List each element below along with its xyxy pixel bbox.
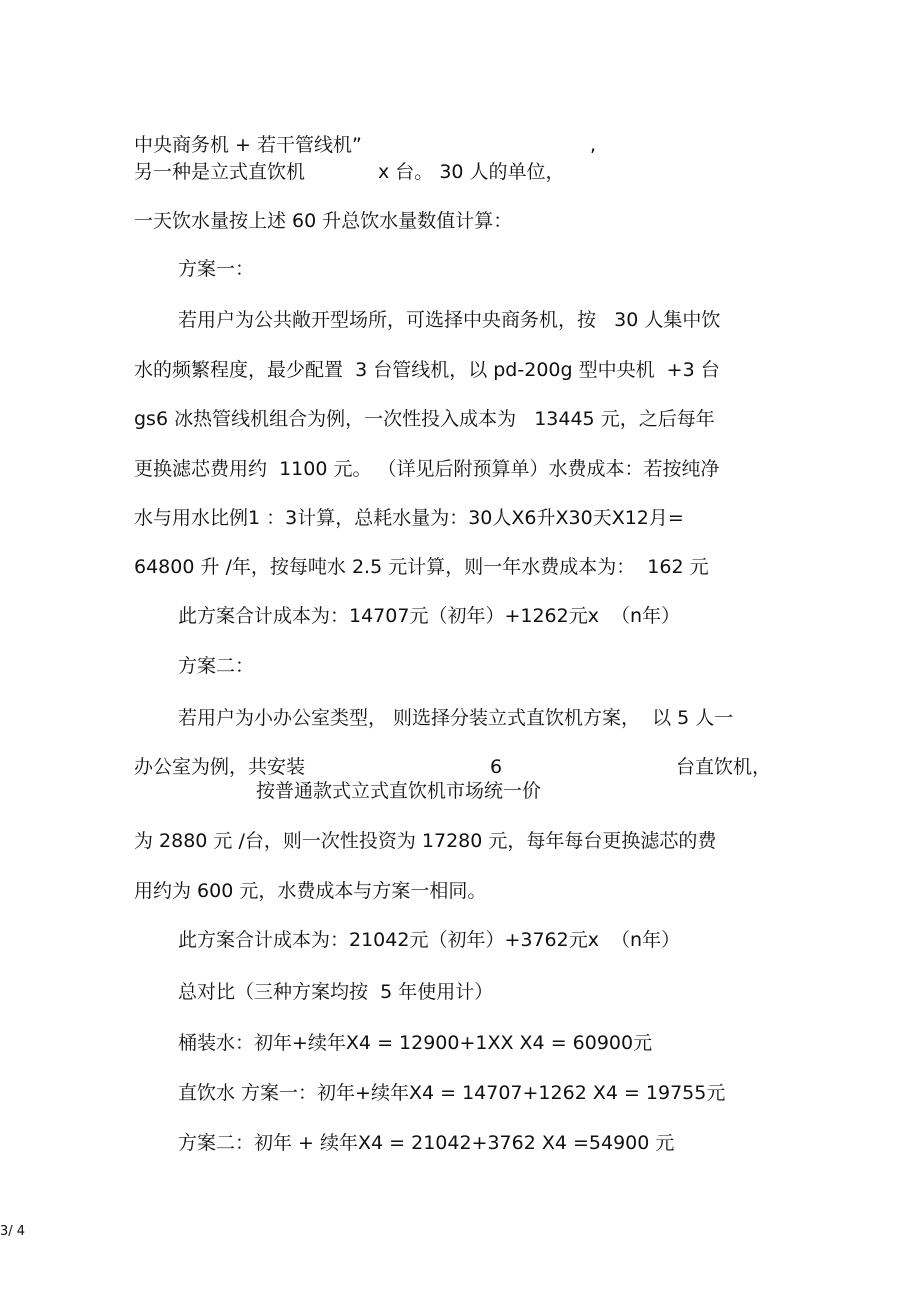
text-line-8: 更换滤芯费用约 1100 元。 （详见后附预算单）水费成本：若按纯净 xyxy=(134,458,720,480)
text-line-14-mid: 6 xyxy=(490,756,503,778)
comparison-bottled-water: 桶装水：初年+续年X4 = 12900+1XX X4 = 60900元 xyxy=(178,1032,653,1054)
text-line-14-right: 台直饮机， xyxy=(676,756,772,778)
text-line-14-left: 办公室为例，共安装 xyxy=(134,756,306,778)
plan-one-total-cost: 此方案合计成本为：14707元（初年）+1262元x （n年） xyxy=(178,605,681,627)
text-line-10: 64800 升 /年，按每吨水 2.5 元计算，则一年水费成本为： 162 元 xyxy=(134,556,709,578)
text-line-5: 若用户为公共敞开型场所，可选择中央商务机，按 30 人集中饮 xyxy=(178,309,721,331)
text-line-9: 水与用水比例1 ：3计算，总耗水量为：30人X6升X30天X12月= xyxy=(134,507,684,529)
page-number: 3/ 4 xyxy=(0,1224,26,1239)
text-line-3: 一天饮水量按上述 60 升总饮水量数值计算： xyxy=(134,210,513,232)
text-line-17: 用约为 600 元，水费成本与方案一相同。 xyxy=(134,880,487,902)
comparison-heading: 总对比（三种方案均按 5 年使用计） xyxy=(178,981,494,1003)
section-heading-plan-two: 方案二： xyxy=(178,655,255,677)
plan-two-total-cost: 此方案合计成本为：21042元（初年）+3762元x （n年） xyxy=(178,929,681,951)
comparison-plan-two: 方案二：初年 + 续年X4 = 21042+3762 X4 =54900 元 xyxy=(178,1132,675,1154)
text-line-16: 为 2880 元 /台，则一次性投资为 17280 元，每年每台更换滤芯的费 xyxy=(134,830,717,852)
text-line-2-right: x 台。 30 人的单位， xyxy=(378,161,565,183)
text-line-2-left: 另一种是立式直饮机 xyxy=(134,161,306,183)
text-line-7: gs6 冰热管线机组合为例，一次性投入成本为 13445 元，之后每年 xyxy=(134,408,715,430)
text-line-1: 中央商务机 + 若干管线机” xyxy=(134,134,362,156)
comparison-plan-one: 直饮水 方案一：初年+续年X4 = 14707+1262 X4 = 19755元 xyxy=(178,1082,726,1104)
text-line-1-comma: , xyxy=(590,134,597,156)
section-heading-plan-one: 方案一： xyxy=(178,258,255,280)
text-line-13: 若用户为小办公室类型， 则选择分装立式直饮机方案， 以 5 人一 xyxy=(178,707,734,729)
text-line-15: 按普通款式立式直饮机市场统一价 xyxy=(256,780,542,802)
text-line-6: 水的频繁程度，最少配置 3 台管线机，以 pd-200g 型中央机 +3 台 xyxy=(134,359,720,381)
